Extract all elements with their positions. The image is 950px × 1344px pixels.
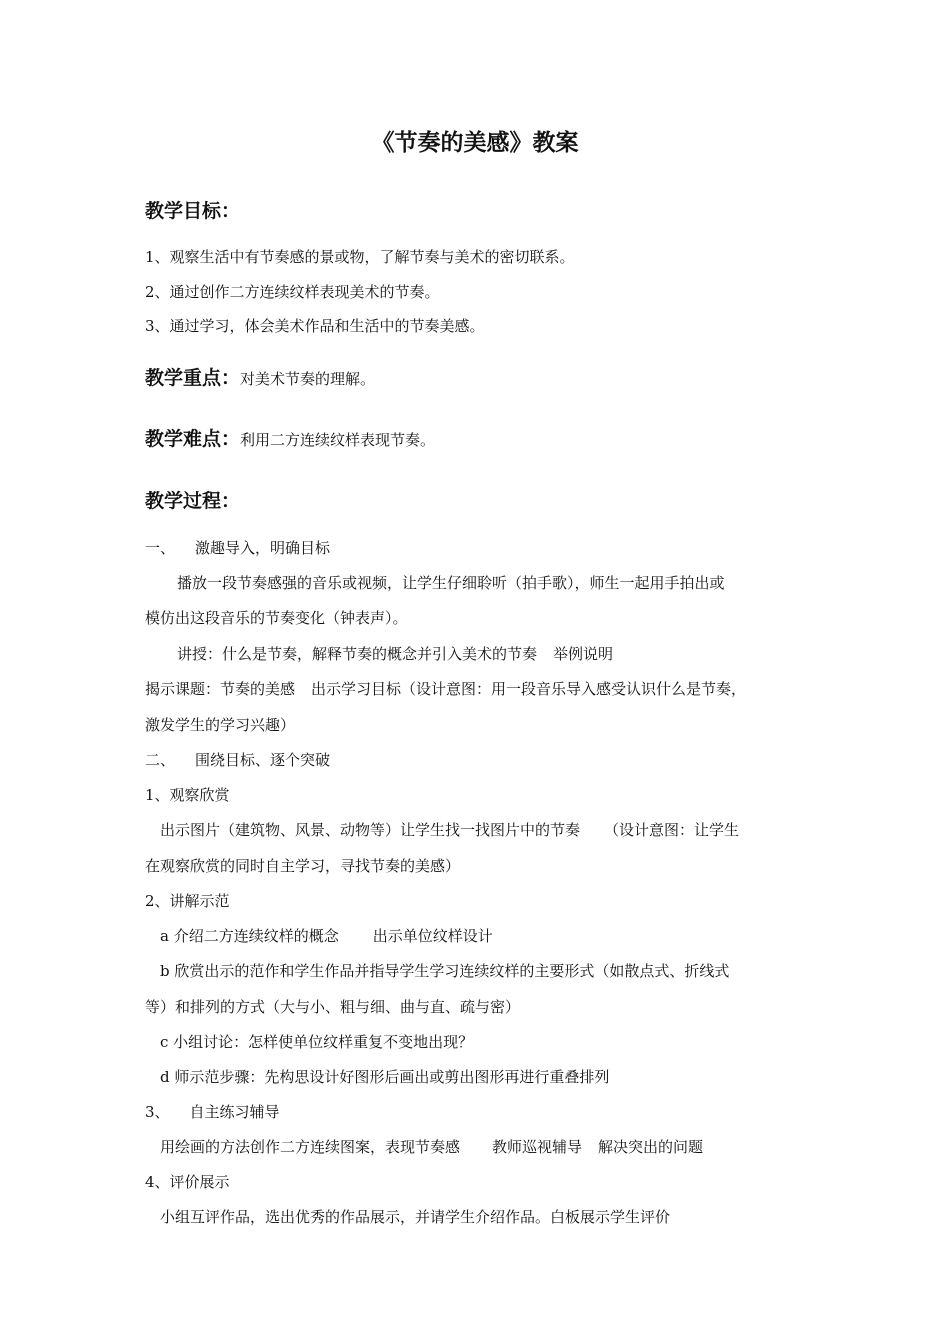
sub4-text: 小组互评作品，选出优秀的作品展示，并请学生介绍作品。白板展示学生评价: [160, 1208, 671, 1226]
sub3-line: [160, 1136, 703, 1157]
sub2-a-row: [160, 925, 493, 946]
section1-p3: [145, 678, 746, 699]
sub2-c: c 小组讨论：怎样使单位纹样重复不变地出现？: [160, 1033, 474, 1051]
difficulty-row: [145, 424, 435, 451]
difficulty-text: 利用二方连续纹样表现节奏。: [240, 431, 436, 449]
sub1-a: 出示图片（建筑物、风景、动物等）让学生找一找图片中的节奏: [160, 821, 581, 839]
sub4-title: 4、评价展示: [145, 1173, 230, 1191]
section1-p1-line2: 模仿出这段音乐的节奏变化（钟表声）。: [145, 609, 408, 627]
document-title: 《节奏的美感》教案: [371, 130, 579, 156]
section2-title: 围绕目标、逐个突破: [195, 751, 331, 769]
section2-num: 二、: [145, 751, 176, 769]
section1-title-row: [145, 537, 330, 558]
key-point-text: 对美术节奏的理解。: [240, 370, 376, 388]
sub1-b: （设计意图：让学生: [604, 821, 740, 839]
sub3-num: 3、: [145, 1103, 170, 1121]
sub3-title: 自主练习辅导: [189, 1103, 280, 1121]
section1-p3-b: 出示学习目标（设计意图：用一段音乐导入感受认识什么是节奏，: [311, 680, 747, 698]
objectives-heading: 教学目标：: [145, 200, 241, 222]
sub2-d: d 师示范步骤：先构思设计好图形后画出或剪出图形再进行重叠排列: [160, 1068, 610, 1086]
section1-p2-a: 讲授：什么是节奏，解释节奏的概念并引入美术的节奏: [177, 645, 538, 663]
sub1-line1: [160, 819, 739, 840]
sub2-b-line1: b 欣赏出示的范作和学生作品并指导学生学习连续纹样的主要形式（如散点式、折线式: [160, 962, 730, 980]
sub1-line2: 在观察欣赏的同时自主学习，寻找节奏的美感）: [145, 857, 461, 875]
sub2-a2: 出示单位纹样设计: [372, 927, 493, 945]
objective-item-2: 2、通过创作二方连续纹样表现美术的节奏。: [145, 283, 440, 301]
section1-num: 一、: [145, 539, 176, 557]
sub2-a1: a 介绍二方连续纹样的概念: [160, 927, 339, 945]
key-point-heading: 教学重点：: [145, 367, 241, 389]
section2-title-row: [145, 749, 330, 770]
sub3-b: 教师巡视辅导: [492, 1138, 583, 1156]
objective-item-3: 3、通过学习，体会美术作品和生活中的节奏美感。: [145, 317, 485, 335]
sub2-title: 2、讲解示范: [145, 892, 230, 910]
section1-p1-line1: 播放一段节奏感强的音乐或视频，让学生仔细聆听（拍手歌），师生一起用手拍出或: [177, 574, 725, 592]
sub3-c: 解决突出的问题: [598, 1138, 704, 1156]
sub2-b-line2: 等）和排列的方式（大与小、粗与细、曲与直、疏与密）: [145, 998, 521, 1016]
difficulty-heading: 教学难点：: [145, 428, 241, 450]
section1-title: 激趣导入，明确目标: [195, 539, 331, 557]
section1-p3-line2: 激发学生的学习兴趣）: [145, 716, 296, 734]
process-heading: 教学过程：: [145, 490, 241, 512]
section1-p2: [177, 643, 613, 664]
key-point-row: [145, 363, 375, 390]
section1-p3-a: 揭示课题：节奏的美感: [145, 680, 296, 698]
sub3-title-row: [145, 1101, 280, 1122]
sub3-a: 用绘画的方法创作二方连续图案，表现节奏感: [160, 1138, 461, 1156]
sub1-title: 1、观察欣赏: [145, 786, 230, 804]
section1-p2-b: 举例说明: [553, 645, 614, 663]
objective-item-1: 1、观察生活中有节奏感的景或物，了解节奏与美术的密切联系。: [145, 248, 575, 266]
